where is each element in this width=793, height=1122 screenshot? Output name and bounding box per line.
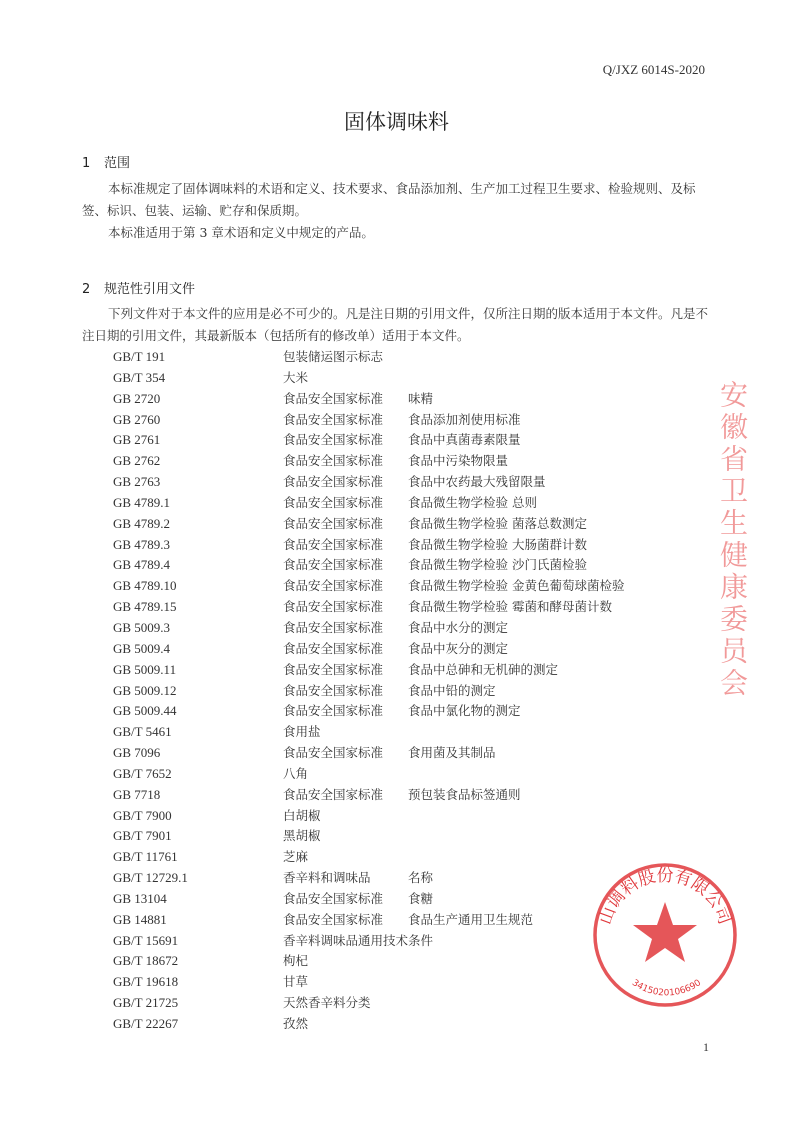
reference-code: GB 7718 [113, 786, 161, 802]
reference-code: GB/T 11761 [113, 849, 178, 865]
reference-title: 食品安全国家标准 [283, 432, 384, 448]
reference-subtitle: 食品中铅的测定 [408, 682, 496, 698]
reference-title: 食品安全国家标准 [283, 640, 384, 656]
reference-subtitle: 食品微生物学检验 沙门氏菌检验 [408, 557, 587, 573]
reference-subtitle: 食品添加剂使用标准 [408, 411, 521, 427]
reference-code: GB 7096 [113, 745, 161, 761]
watermark: 安徽省卫生健康委员会 [716, 380, 749, 700]
reference-title: 食品安全国家标准 [283, 786, 384, 802]
reference-code: GB/T 15691 [113, 932, 179, 948]
references-intro-paragraph: 下列文件对于本文件的应用是必不可少的。凡是注日期的引用文件，仅所注日期的版本适用于本文件。凡是不注日期的引用文件，其最新版本（包括所有的修改单）适用于本文件。 [82, 306, 709, 343]
applicability-paragraph: 本标准适用于第 3 章术语和定义中规定的产品。 [108, 225, 374, 240]
reference-code: GB 2762 [113, 453, 161, 469]
reference-code: GB/T 354 [113, 369, 166, 385]
reference-subtitle: 食品中农药最大残留限量 [408, 474, 546, 490]
reference-title: 白胡椒 [283, 807, 321, 823]
reference-subtitle: 食品微生物学检验 总则 [408, 494, 537, 510]
reference-title: 食品安全国家标准 [283, 703, 384, 719]
reference-code: GB/T 7901 [113, 828, 172, 844]
reference-title: 食品安全国家标准 [283, 911, 384, 927]
reference-code: GB 14881 [113, 911, 167, 927]
section-2-body [82, 303, 714, 347]
reference-code: GB 5009.12 [113, 682, 177, 698]
reference-subtitle: 食品中氯化物的测定 [408, 703, 521, 719]
reference-subtitle: 食品中真菌毒素限量 [408, 432, 521, 448]
seal-number: 3415020106690 [629, 978, 704, 999]
section-number: 1 [82, 156, 91, 171]
reference-code: GB/T 7652 [113, 765, 172, 781]
seal-text: 山调料股份有限公司 [595, 865, 735, 928]
reference-code: GB/T 5461 [113, 724, 172, 740]
reference-code: GB 4789.10 [113, 578, 177, 594]
reference-title: 甘草 [283, 974, 309, 990]
reference-code: GB 5009.11 [113, 661, 177, 677]
reference-code: GB 4789.4 [113, 557, 171, 573]
section-title: 范围 [104, 156, 131, 171]
reference-title: 食品安全国家标准 [283, 453, 384, 469]
reference-code: GB 2761 [113, 432, 161, 448]
reference-code: GB 4789.15 [113, 599, 177, 615]
reference-code: GB/T 191 [113, 349, 166, 364]
reference-subtitle: 食品微生物学检验 霉菌和酵母菌计数 [408, 599, 612, 615]
page-number: 1 [703, 1040, 709, 1054]
reference-title: 食品安全国家标准 [283, 578, 384, 594]
section-1-heading [82, 152, 130, 171]
reference-title: 食品安全国家标准 [283, 411, 384, 427]
reference-title: 食品安全国家标准 [283, 515, 384, 531]
reference-subtitle: 味精 [408, 390, 434, 406]
reference-title: 食品安全国家标准 [283, 599, 384, 615]
reference-code: GB 2760 [113, 411, 161, 427]
reference-code: GB 4789.1 [113, 494, 171, 510]
reference-title: 食品安全国家标准 [283, 661, 384, 677]
reference-title: 大米 [283, 369, 309, 385]
reference-code: GB/T 18672 [113, 953, 179, 969]
reference-subtitle: 食糖 [408, 890, 434, 906]
reference-subtitle: 食品微生物学检验 金黄色葡萄球菌检验 [408, 578, 625, 594]
reference-subtitle: 食品中灰分的测定 [408, 640, 509, 656]
reference-subtitle: 食用菌及其制品 [408, 745, 496, 761]
reference-code: GB/T 21725 [113, 995, 179, 1011]
reference-title: 香辛料调味品通用技术条件 [283, 932, 434, 948]
reference-code: GB/T 22267 [113, 1016, 179, 1031]
reference-title: 食品安全国家标准 [283, 557, 384, 573]
reference-title: 香辛料和调味品 [283, 870, 371, 886]
section-title: 规范性引用文件 [104, 282, 196, 297]
reference-code: GB/T 7900 [113, 807, 172, 823]
reference-title: 芝麻 [283, 849, 309, 865]
reference-title: 食品安全国家标准 [283, 890, 384, 906]
page-title: 固体调味料 [344, 110, 449, 134]
document-number: Q/JXZ 6014S-2020 [602, 62, 705, 77]
reference-title: 黑胡椒 [283, 828, 321, 844]
reference-title: 孜然 [283, 1016, 309, 1031]
reference-title: 食品安全国家标准 [283, 536, 384, 552]
reference-subtitle: 食品中水分的测定 [408, 619, 509, 635]
scope-paragraph: 本标准规定了固体调味料的术语和定义、技术要求、食品添加剂、生产加工过程卫生要求、检验规则、及标签、标识、包装、运输、贮存和保质期。 [82, 181, 696, 218]
reference-subtitle: 食品中总砷和无机砷的测定 [408, 661, 559, 677]
svg-text:3415020106690 [630, 978, 703, 999]
reference-subtitle: 食品中污染物限量 [408, 453, 509, 469]
reference-code: GB 5009.4 [113, 640, 171, 656]
reference-code: GB 5009.44 [113, 703, 177, 719]
reference-code: GB 4789.2 [113, 515, 171, 531]
reference-title: 包装储运图示标志 [283, 349, 384, 364]
reference-subtitle: 食品微生物学检验 菌落总数测定 [408, 515, 587, 531]
reference-subtitle: 食品生产通用卫生规范 [408, 911, 534, 927]
reference-title: 食用盐 [283, 724, 321, 740]
company-seal [590, 860, 740, 1010]
reference-code: GB/T 19618 [113, 974, 179, 990]
reference-title: 食品安全国家标准 [283, 494, 384, 510]
reference-subtitle: 名称 [408, 870, 434, 886]
section-number: 2 [82, 282, 91, 297]
reference-subtitle: 食品微生物学检验 大肠菌群计数 [408, 536, 587, 552]
reference-code: GB 4789.3 [113, 536, 171, 552]
star-icon [633, 902, 697, 962]
section-1-body [82, 178, 714, 244]
reference-code: GB 2763 [113, 474, 161, 490]
reference-code: GB/T 12729.1 [113, 870, 188, 886]
reference-title: 食品安全国家标准 [283, 619, 384, 635]
reference-title: 天然香辛料分类 [283, 995, 371, 1011]
reference-title: 食品安全国家标准 [283, 390, 384, 406]
reference-code: GB 5009.3 [113, 619, 171, 635]
reference-subtitle: 预包装食品标签通则 [408, 786, 521, 802]
reference-title: 枸杞 [283, 953, 309, 969]
section-2-heading [82, 278, 195, 297]
reference-title: 食品安全国家标准 [283, 745, 384, 761]
reference-code: GB 2720 [113, 390, 161, 406]
reference-title: 八角 [283, 765, 309, 781]
reference-code: GB 13104 [113, 890, 167, 906]
reference-title: 食品安全国家标准 [283, 682, 384, 698]
reference-title: 食品安全国家标准 [283, 474, 384, 490]
